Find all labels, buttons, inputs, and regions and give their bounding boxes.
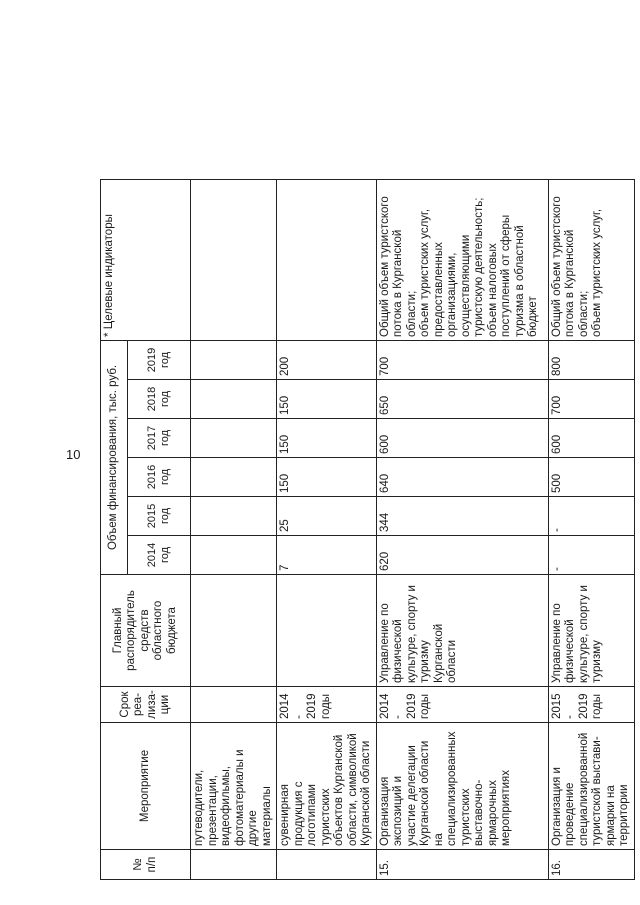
cell-term	[191, 687, 277, 723]
cell-indicators	[191, 179, 277, 340]
cell-value	[191, 340, 277, 379]
header-year-2019: 2019 год	[128, 340, 191, 379]
header-year-2015: 2015 год	[128, 497, 191, 536]
header-term: Срок реа- лиза- ции	[101, 687, 191, 723]
cell-term: 2014- 2019 годы	[376, 687, 548, 723]
table-row	[548, 179, 634, 879]
header-num: № п/п	[101, 850, 191, 880]
cell-value: 700	[376, 340, 548, 379]
cell-value: 700	[548, 380, 634, 419]
cell-num	[191, 850, 277, 880]
cell-term: 2015- 2019 годы	[548, 687, 634, 723]
header-financing: Объем финансирования, тыс. руб.	[101, 340, 128, 574]
page-number: 10	[66, 447, 81, 462]
cell-value: 600	[376, 419, 548, 458]
cell-value: 500	[548, 458, 634, 497]
cell-value: 600	[548, 419, 634, 458]
cell-value: 640	[376, 458, 548, 497]
cell-num: 16.	[548, 850, 634, 880]
cell-indicators	[277, 179, 377, 340]
cell-num	[277, 850, 377, 880]
cell-manager	[277, 575, 377, 687]
rotated-table-container	[100, 180, 630, 880]
header-event: Мероприятие	[101, 723, 191, 850]
header-indicators: * Целевые индикаторы	[101, 179, 191, 340]
cell-value	[191, 458, 277, 497]
cell-value: -	[548, 536, 634, 575]
header-year-2016: 2016 год	[128, 458, 191, 497]
cell-indicators: Общий объем туристского потока в Курганской области; объем туристских услуг, предоставленных организациями, осуществляющими туристскую деятельность; объем налоговых поступлений от сферы туризма в областной бюджет	[376, 179, 548, 340]
cell-event: Организация экспозиций и участие делегации Курганской области на специализированных туристских выставочно- ярмарочных мероприятиях	[376, 723, 548, 850]
cell-value: 7	[277, 536, 377, 575]
table-row	[277, 179, 377, 879]
table-row	[376, 179, 548, 879]
header-year-2014: 2014 год	[128, 536, 191, 575]
cell-indicators: Общий объем туристского потока в Курганской области; объем туристских услуг,	[548, 179, 634, 340]
cell-manager	[191, 575, 277, 687]
cell-value: 200	[277, 340, 377, 379]
cell-event: путеводители, презентации, видеофильмы, фотоматериалы и другие материалы	[191, 723, 277, 850]
cell-value: 25	[277, 497, 377, 536]
header-year-2018: 2018 год	[128, 380, 191, 419]
cell-value: 150	[277, 380, 377, 419]
cell-value	[191, 536, 277, 575]
cell-manager: Управление по физической культуре, спорту и туризму Курганской области	[376, 575, 548, 687]
cell-value	[191, 497, 277, 536]
cell-manager: Управление по физической культуре, спорту и туризму	[548, 575, 634, 687]
cell-value: 150	[277, 419, 377, 458]
header-year-2017: 2017 год	[128, 419, 191, 458]
cell-value: -	[548, 497, 634, 536]
cell-value: 150	[277, 458, 377, 497]
financing-table	[100, 179, 635, 880]
header-manager: Главный распорядитель средств областного бюджета	[101, 575, 191, 687]
cell-value: 344	[376, 497, 548, 536]
cell-num: 15.	[376, 850, 548, 880]
table-row	[191, 179, 277, 879]
cell-event: сувенирная продукция с логотипами туристских объектов Курганской области, символикой Курганской области	[277, 723, 377, 850]
cell-event: Организация и проведение специализированной туристской выстави- ярмарки на территории	[548, 723, 634, 850]
cell-term: 2014- 2019 годы	[277, 687, 377, 723]
cell-value: 620	[376, 536, 548, 575]
cell-value: 650	[376, 380, 548, 419]
cell-value: 800	[548, 340, 634, 379]
cell-value	[191, 380, 277, 419]
cell-value	[191, 419, 277, 458]
